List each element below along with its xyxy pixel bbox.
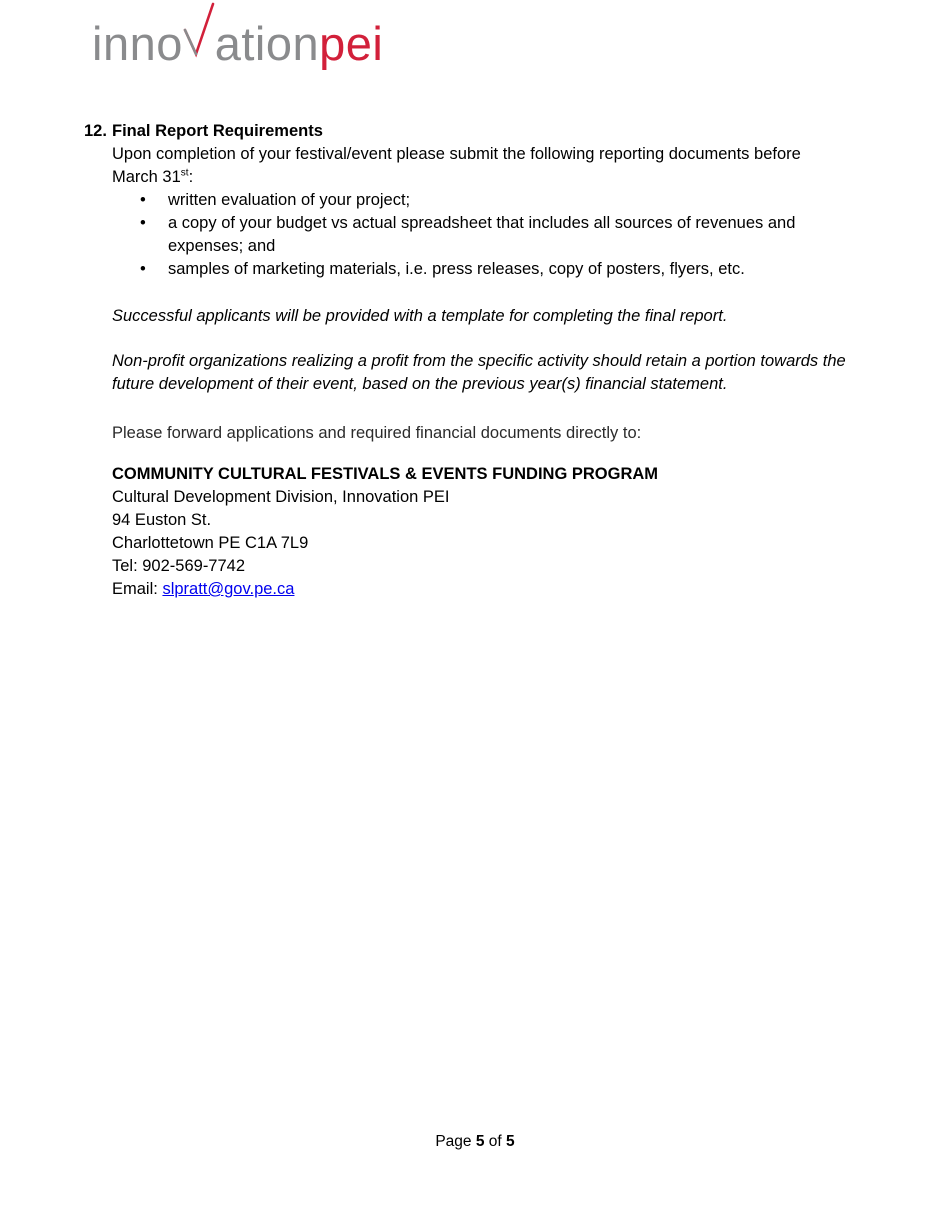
list-item-text: samples of marketing materials, i.e. press releases, copy of posters, flyers, etc. <box>168 260 745 278</box>
email-link[interactable]: slpratt@gov.pe.ca <box>162 580 295 598</box>
section-heading <box>84 120 864 143</box>
email-label: Email: <box>112 580 163 598</box>
bullet-icon: • <box>140 191 146 209</box>
forward-instructions: Please forward applications and required financial documents directly to: <box>112 424 642 442</box>
intro-superscript: st <box>180 167 189 179</box>
non-profit-note: Non-profit organizations realizing a profit from the specific activity should retain a portion towards the future development of their event, based on the previous year(s) financial statement. <box>112 352 846 393</box>
of-word: of <box>484 1133 507 1150</box>
list-item <box>140 258 864 281</box>
page-word: Page <box>435 1133 476 1150</box>
section-title: Final Report Requirements <box>112 122 323 140</box>
logo-v-icon <box>181 2 215 66</box>
intro-paragraph <box>112 143 864 189</box>
current-page-number: 5 <box>475 1133 485 1150</box>
list-item <box>140 212 864 258</box>
logo-v-mark <box>183 12 215 76</box>
logo-text-ation: ation <box>214 17 320 70</box>
city-postal: Charlottetown PE C1A 7L9 <box>112 534 309 552</box>
telephone: Tel: 902-569-7742 <box>112 557 246 575</box>
bullet-icon: • <box>140 214 146 232</box>
division-name: Cultural Development Division, Innovation PEI <box>112 488 450 506</box>
list-item-text: written evaluation of your project; <box>168 191 411 209</box>
bullet-icon: • <box>140 260 146 278</box>
intro-end: : <box>188 168 194 186</box>
innovation-pei-logo <box>92 12 383 76</box>
intro-line-1: Upon completion of your festival/event please submit the following reporting documents before <box>112 145 801 163</box>
final-report-section <box>84 120 864 601</box>
program-name: COMMUNITY CULTURAL FESTIVALS & EVENTS FUNDING PROGRAM <box>112 465 659 483</box>
list-item <box>140 189 864 212</box>
template-note: Successful applicants will be provided with a template for completing the final report. <box>112 307 728 325</box>
total-pages-number: 5 <box>506 1133 515 1150</box>
logo-text-inno: inno <box>92 17 183 70</box>
page-footer <box>0 1133 950 1151</box>
street-address: 94 Euston St. <box>112 511 212 529</box>
logo-text-pei: pei <box>319 17 384 70</box>
list-item-text: a copy of your budget vs actual spreadsheet that includes all sources of revenues and expenses; and <box>168 214 796 255</box>
email-line <box>112 578 864 601</box>
contact-address <box>112 463 864 601</box>
requirements-list <box>140 189 864 281</box>
section-number: 12. <box>84 122 107 140</box>
intro-line-2: March 31 <box>112 168 181 186</box>
